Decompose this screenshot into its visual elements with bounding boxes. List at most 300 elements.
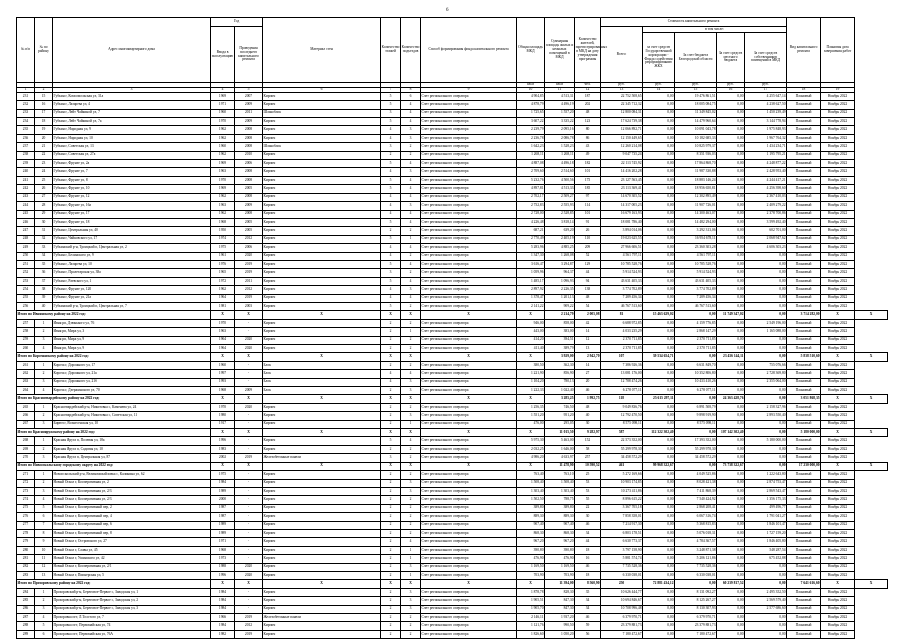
table-cell: 37: [35, 277, 53, 285]
table-cell: 5 914 524,93: [675, 269, 717, 277]
table-cell: Ноябрь 2022: [821, 630, 855, 638]
table-cell: 1969: [211, 160, 235, 168]
table-cell: 1984: [211, 605, 235, 613]
table-cell: X: [401, 429, 421, 437]
table-cell: 1987: [211, 513, 235, 521]
table-cell: Счет регионального оператора: [421, 269, 517, 277]
table-cell: 1 937,20: [545, 614, 575, 622]
table-cell: -: [235, 496, 263, 504]
table-cell: 253: [17, 277, 35, 285]
table-cell: 1971: [211, 101, 235, 109]
table-cell: Счет регионального оператора: [421, 328, 517, 336]
table-cell: Кирпич: [263, 622, 381, 630]
table-cell: 967,20: [517, 538, 545, 546]
table-cell: 0,00: [675, 429, 717, 437]
table-row: [17, 622, 888, 630]
table-cell: Ноябрь 2022: [821, 244, 855, 252]
table-cell: 2: [381, 588, 401, 596]
table-cell: 4: [381, 202, 401, 210]
table-cell: Ноябрь 2022: [821, 109, 855, 117]
table-cell: Железобетонные панели: [263, 614, 381, 622]
table-cell: 414,20: [517, 336, 545, 344]
table-cell: 1982: [211, 630, 235, 638]
table-cell: Плановый: [787, 403, 821, 411]
table-cell: 1 450 239,49: [745, 109, 787, 117]
table-cell: Прохоровка пгт, Л.Толстого ул, 7: [53, 614, 211, 622]
table-cell: Плановый: [787, 286, 821, 294]
table-cell: Плановый: [787, 454, 821, 462]
table-cell: 2: [401, 227, 421, 235]
table-cell: 0,00: [745, 580, 787, 588]
table-cell: 19: [35, 126, 53, 134]
table-cell: Кирпич: [263, 319, 381, 327]
table-cell: Короча г, Дорожного ул, 21б: [53, 378, 211, 386]
table-cell: 0,00: [643, 210, 675, 218]
table-cell: 2 005,08: [575, 311, 601, 319]
table-cell: 868,30: [545, 529, 575, 537]
table-cell: Плановый: [787, 118, 821, 126]
table-cell: Кирпич: [263, 286, 381, 294]
table-cell: Счет регионального оператора: [421, 412, 517, 420]
table-cell: 0,00: [745, 269, 787, 277]
table-cell: 0,00: [643, 235, 675, 243]
table-cell: 1988: [211, 563, 235, 571]
table-cell: 4 033 235,29: [601, 328, 643, 336]
table-cell: Ноябрь 2022: [821, 176, 855, 184]
table-cell: 0,00: [745, 260, 787, 268]
table-cell: 3 144 778,94: [745, 118, 787, 126]
table-cell: Ноябрь 2022: [821, 218, 855, 226]
table-cell: 763,40: [517, 471, 545, 479]
table-cell: 4 887,08: [517, 160, 545, 168]
table-cell: 0,00: [717, 210, 745, 218]
table-cell: 6 379 970,71: [675, 614, 717, 622]
table-cell: 231: [17, 92, 35, 100]
table-cell: 28: [35, 202, 53, 210]
table-cell: 12: [575, 336, 601, 344]
table-cell: 4: [401, 176, 421, 184]
table-cell: Плановый: [787, 597, 821, 605]
table-cell: Красная Яруга п, Садовая ул, 10: [53, 445, 211, 453]
column-number: 18: [787, 87, 821, 92]
table-cell: 237: [17, 143, 35, 151]
table-row: [17, 126, 888, 134]
table-cell: 2 549 196,00: [745, 319, 787, 327]
table-cell: Счет регионального оператора: [421, 277, 517, 285]
table-cell: 964,37: [545, 269, 575, 277]
table-cell: Ноябрь 2022: [821, 445, 855, 453]
table-cell: 5 914 524,93: [601, 269, 643, 277]
table-cell: 2012: [235, 235, 263, 243]
table-cell: 0,00: [717, 563, 745, 571]
table-cell: 20: [35, 134, 53, 142]
column-number: 4: [211, 87, 235, 92]
table-cell: 0,00: [643, 286, 675, 294]
table-cell: Кирпич: [263, 597, 381, 605]
table-cell: X: [421, 311, 517, 319]
table-row: [17, 176, 888, 184]
table-cell: 21: [35, 143, 53, 151]
table-cell: 0,00: [717, 529, 745, 537]
table-cell: 13 081 176,00: [601, 370, 643, 378]
table-cell: 0,00: [643, 622, 675, 630]
table-cell: 0,00: [643, 345, 675, 353]
table-cell: 1993: [211, 378, 235, 386]
table-cell: 5 180 000,00: [745, 437, 787, 445]
table-cell: Ноябрь 2022: [821, 378, 855, 386]
table-cell: 951,20: [545, 412, 575, 420]
table-cell: 0,00: [717, 614, 745, 622]
table-cell: 868,30: [517, 529, 545, 537]
table-cell: 3: [401, 202, 421, 210]
table-cell: 12 150 449,65: [601, 134, 643, 142]
table-cell: 5 368 815,83: [675, 521, 717, 529]
table-cell: X: [235, 353, 263, 361]
table-cell: X: [821, 580, 855, 588]
table-cell: 0,00: [745, 286, 787, 294]
table-cell: 2008: [235, 176, 263, 184]
table-cell: 11: [35, 555, 53, 563]
table-cell: 0,00: [717, 370, 745, 378]
table-cell: 0,00: [643, 202, 675, 210]
table-cell: 967,20: [545, 538, 575, 546]
table-cell: 1970: [211, 118, 235, 126]
table-row: [17, 487, 888, 495]
table-cell: 257: [17, 319, 35, 327]
table-cell: 4 255 647,14: [745, 92, 787, 100]
table-cell: Блок: [263, 378, 381, 386]
table-cell: 3: [35, 420, 53, 428]
table-cell: Ноябрь 2022: [821, 193, 855, 201]
table-cell: 2: [401, 319, 421, 327]
table-cell: 2: [381, 227, 401, 235]
table-cell: Плановый: [787, 244, 821, 252]
table-cell: Счет регионального оператора: [421, 252, 517, 260]
table-cell: 2: [401, 521, 421, 529]
table-cell: 9 282,97: [575, 429, 601, 437]
table-cell: 907,40: [545, 521, 575, 529]
table-cell: X: [211, 580, 235, 588]
table-cell: 11 394,00: [545, 580, 575, 588]
table-cell: Губкинский р-н, Троицкий п, Центральная ул, 2: [53, 244, 211, 252]
table-cell: 4: [35, 345, 53, 353]
table-cell: 0,00: [745, 614, 787, 622]
table-cell: 277: [17, 521, 35, 529]
table-cell: 763,10: [545, 471, 575, 479]
table-cell: 828,30: [545, 588, 575, 596]
table-cell: 2: [381, 345, 401, 353]
table-cell: X: [381, 580, 401, 588]
table-row: [17, 496, 888, 504]
table-cell: 251: [17, 260, 35, 268]
table-cell: 0,00: [643, 521, 675, 529]
table-cell: 1 222 643,80: [745, 471, 787, 479]
table-cell: 2: [401, 445, 421, 453]
table-cell: 4: [381, 378, 401, 386]
column-number: 17: [745, 87, 787, 92]
table-cell: 4 878,79: [517, 101, 545, 109]
table-cell: 1961: [211, 252, 235, 260]
table-row: [17, 420, 888, 428]
table-cell: 4: [401, 260, 421, 268]
table-cell: 1983: [211, 445, 235, 453]
table-cell: 91: [575, 218, 601, 226]
table-cell: 1964: [211, 336, 235, 344]
table-cell: 2: [381, 513, 401, 521]
table-cell: 2009: [235, 387, 263, 395]
table-cell: 5 206 121,86: [675, 555, 717, 563]
table-cell: 4: [401, 538, 421, 546]
table-row: [17, 555, 888, 563]
table-cell: Счет регионального оператора: [421, 513, 517, 521]
table-cell: X: [421, 462, 517, 470]
table-cell: 2: [381, 597, 401, 605]
table-cell: 59: [575, 622, 601, 630]
table-cell: 0,00: [643, 269, 675, 277]
header-address: Адрес многоквартирного дома: [53, 18, 211, 83]
table-cell: 7 411 868,39: [675, 487, 717, 495]
table-cell: 2 146,11: [517, 614, 545, 622]
table-cell: 2: [381, 529, 401, 537]
table-cell: 2 370 711,85: [675, 336, 717, 344]
table-cell: 0,00: [643, 92, 675, 100]
table-cell: 10 091 043,78: [675, 126, 717, 134]
table-cell: Счет регионального оператора: [421, 605, 517, 613]
table-cell: Счет регионального оператора: [421, 529, 517, 537]
table-cell: 3: [401, 563, 421, 571]
table-cell: Плановый: [787, 235, 821, 243]
table-cell: Ноябрь 2022: [821, 126, 855, 134]
table-row: [17, 614, 888, 622]
table-cell: 1: [401, 328, 421, 336]
table-cell: Ноябрь 2022: [821, 487, 855, 495]
table-cell: 0,00: [675, 580, 717, 588]
table-cell: Счет регионального оператора: [421, 126, 517, 134]
table-cell: 499 496,77: [745, 504, 787, 512]
table-cell: Кирпич: [263, 487, 381, 495]
table-cell: Плановый: [787, 176, 821, 184]
table-cell: Счет регионального оператора: [421, 420, 517, 428]
table-cell: X: [381, 429, 401, 437]
table-cell: 2: [35, 412, 53, 420]
table-cell: 30: [575, 513, 601, 521]
table-cell: Кирпич: [263, 630, 381, 638]
table-cell: 1970: [211, 319, 235, 327]
table-cell: 0,00: [643, 143, 675, 151]
table-cell: 245: [17, 210, 35, 218]
table-cell: 0,00: [745, 387, 787, 395]
table-cell: 4: [401, 185, 421, 193]
table-cell: 16: [35, 101, 53, 109]
table-cell: 0,00: [717, 328, 745, 336]
table-cell: Ноябрь 2022: [821, 504, 855, 512]
table-cell: Плановый: [787, 555, 821, 563]
table-cell: Новый Оскол г, Кооперативный пер, 8: [53, 529, 211, 537]
table-row: [17, 361, 888, 369]
table-cell: 5: [381, 160, 401, 168]
table-cell: Плановый: [787, 202, 821, 210]
table-cell: 4 904,85: [517, 92, 545, 100]
table-row: [17, 563, 888, 571]
table-cell: Ноябрь 2022: [821, 92, 855, 100]
table-cell: 2 874 753,47: [745, 479, 787, 487]
table-cell: 46 767 513,60: [601, 302, 643, 310]
table-cell: 847,30: [545, 605, 575, 613]
table-cell: X: [517, 353, 545, 361]
table-row: [17, 168, 888, 176]
table-cell: X: [235, 580, 263, 588]
table-cell: 6: [35, 630, 53, 638]
column-number: 11: [545, 87, 575, 92]
table-cell: 4: [35, 614, 53, 622]
table-cell: Новый Оскол г, Кооперативный пер, 2: [53, 504, 211, 512]
table-cell: Плановый: [787, 101, 821, 109]
table-cell: 5: [381, 302, 401, 310]
table-cell: Губкин г, Фрунзе ул, 7: [53, 168, 211, 176]
table-cell: 11 015,50: [545, 429, 575, 437]
table-cell: 0,00: [643, 605, 675, 613]
table-cell: X: [381, 353, 401, 361]
table-cell: 7 735 528,36: [601, 563, 643, 571]
table-cell: 390,80: [517, 546, 545, 554]
header-budget-local: За счет средств местного бюджета: [717, 33, 745, 83]
table-cell: 383,00: [545, 328, 575, 336]
table-cell: 0,00: [643, 529, 675, 537]
table-cell: -: [235, 319, 263, 327]
table-cell: Ноябрь 2022: [821, 302, 855, 310]
table-cell: 0,00: [745, 454, 787, 462]
column-number: 7: [381, 87, 401, 92]
table-cell: 2008: [235, 143, 263, 151]
table-cell: 0,00: [717, 151, 745, 159]
table-cell: 0,00: [717, 403, 745, 411]
table-cell: Кирпич: [263, 126, 381, 134]
table-cell: 3 714 282,00: [787, 311, 821, 319]
table-cell: Счет регионального оператора: [421, 101, 517, 109]
table-cell: 2 893 550,40: [745, 412, 787, 420]
table-cell: 3 599 492,40: [745, 218, 787, 226]
table-cell: 755 076,66: [745, 361, 787, 369]
table-cell: 1 121,76: [517, 622, 545, 630]
table-cell: Ноябрь 2022: [821, 454, 855, 462]
table-cell: Ноябрь 2022: [821, 260, 855, 268]
table-cell: X: [517, 311, 545, 319]
table-cell: 280: [17, 546, 35, 554]
table-cell: Плановый: [787, 529, 821, 537]
table-cell: 4 897,81: [517, 185, 545, 193]
table-cell: 1989: [211, 529, 235, 537]
table-cell: 0,00: [717, 286, 745, 294]
table-cell: 2 095,16: [545, 126, 575, 134]
table-cell: 2003: [235, 302, 263, 310]
table-cell: Плановый: [787, 412, 821, 420]
table-cell: 390,80: [545, 546, 575, 554]
table-cell: Плановый: [787, 538, 821, 546]
table-cell: Плановый: [787, 143, 821, 151]
table-cell: 2 897,92: [517, 286, 545, 294]
table-cell: 2: [381, 487, 401, 495]
table-cell: 52: [575, 252, 601, 260]
table-cell: 5 272 169,66: [601, 471, 643, 479]
table-cell: Счет регионального оператора: [421, 244, 517, 252]
table-cell: 856,90: [545, 370, 575, 378]
table-cell: 2 728,00: [517, 210, 545, 218]
table-cell: Ноябрь 2022: [821, 614, 855, 622]
table-cell: 107 142 302,40: [717, 429, 745, 437]
table-cell: 4 633,97: [545, 454, 575, 462]
table-cell: 2: [35, 370, 53, 378]
table-cell: 3: [401, 168, 421, 176]
table-cell: 23 113 369,41: [601, 185, 643, 193]
table-cell: Плановый: [787, 109, 821, 117]
table-cell: 2: [401, 622, 421, 630]
table-cell: 264: [17, 387, 35, 395]
table-cell: 847,30: [545, 597, 575, 605]
table-cell: 0,00: [745, 277, 787, 285]
table-cell: X: [855, 580, 888, 588]
header-living-area: Суммарная площадь жилых и нежилых помещений в МКД: [545, 18, 575, 83]
table-cell: 2: [381, 563, 401, 571]
table-cell: 86: [575, 134, 601, 142]
table-cell: Блок: [263, 370, 381, 378]
table-cell: 2 577 686,60: [745, 605, 787, 613]
table-cell: 0,00: [717, 185, 745, 193]
table-cell: 0,00: [717, 496, 745, 504]
table-cell: 7 289 456,34: [601, 294, 643, 302]
table-row: [17, 336, 888, 344]
table-cell: 0,00: [717, 555, 745, 563]
table-cell: 1 846 101,47: [745, 521, 787, 529]
table-cell: -: [235, 479, 263, 487]
table-cell: 2: [401, 630, 421, 638]
table-cell: 4: [381, 294, 401, 302]
table-cell: 11 749 347,02: [717, 311, 745, 319]
table-cell: 0,00: [717, 244, 745, 252]
table-cell: Ноябрь 2022: [821, 269, 855, 277]
table-cell: 3 367 705,18: [601, 504, 643, 512]
table-cell: 3 774 702,89: [601, 286, 643, 294]
table-cell: X: [517, 429, 545, 437]
table-cell: Ноябрь 2022: [821, 168, 855, 176]
table-cell: 6: [401, 92, 421, 100]
table-cell: 22 752 508,65: [601, 92, 643, 100]
table-cell: 0,00: [717, 109, 745, 117]
table-cell: 246: [17, 218, 35, 226]
table-cell: Кирпич: [263, 92, 381, 100]
table-cell: 46: [575, 614, 601, 622]
table-cell: 14 482 294,00: [675, 218, 717, 226]
table-cell: Ноябрь 2022: [821, 328, 855, 336]
table-cell: X: [517, 462, 545, 470]
table-cell: Ноябрь 2022: [821, 202, 855, 210]
table-cell: -: [235, 529, 263, 537]
table-cell: 2 214,79: [545, 311, 575, 319]
table-cell: 20: [575, 378, 601, 386]
table-cell: 112 322 302,40: [643, 429, 675, 437]
table-cell: Кирпич: [263, 302, 381, 310]
table-row: [17, 597, 888, 605]
table-cell: Счет регионального оператора: [421, 260, 517, 268]
table-cell: 268: [17, 437, 35, 445]
table-cell: 0,00: [643, 378, 675, 386]
table-cell: Прохоровский р-н, Береговое-Первое с, Заводская ул, 2: [53, 597, 211, 605]
table-cell: Губкин г, Центральная ул, 40: [53, 227, 211, 235]
table-cell: Кирпич: [263, 151, 381, 159]
table-cell: 8 575 098,11: [601, 420, 643, 428]
table-cell: 275: [17, 504, 35, 512]
table-cell: 0,00: [745, 622, 787, 630]
table-cell: Кирпич: [263, 513, 381, 521]
